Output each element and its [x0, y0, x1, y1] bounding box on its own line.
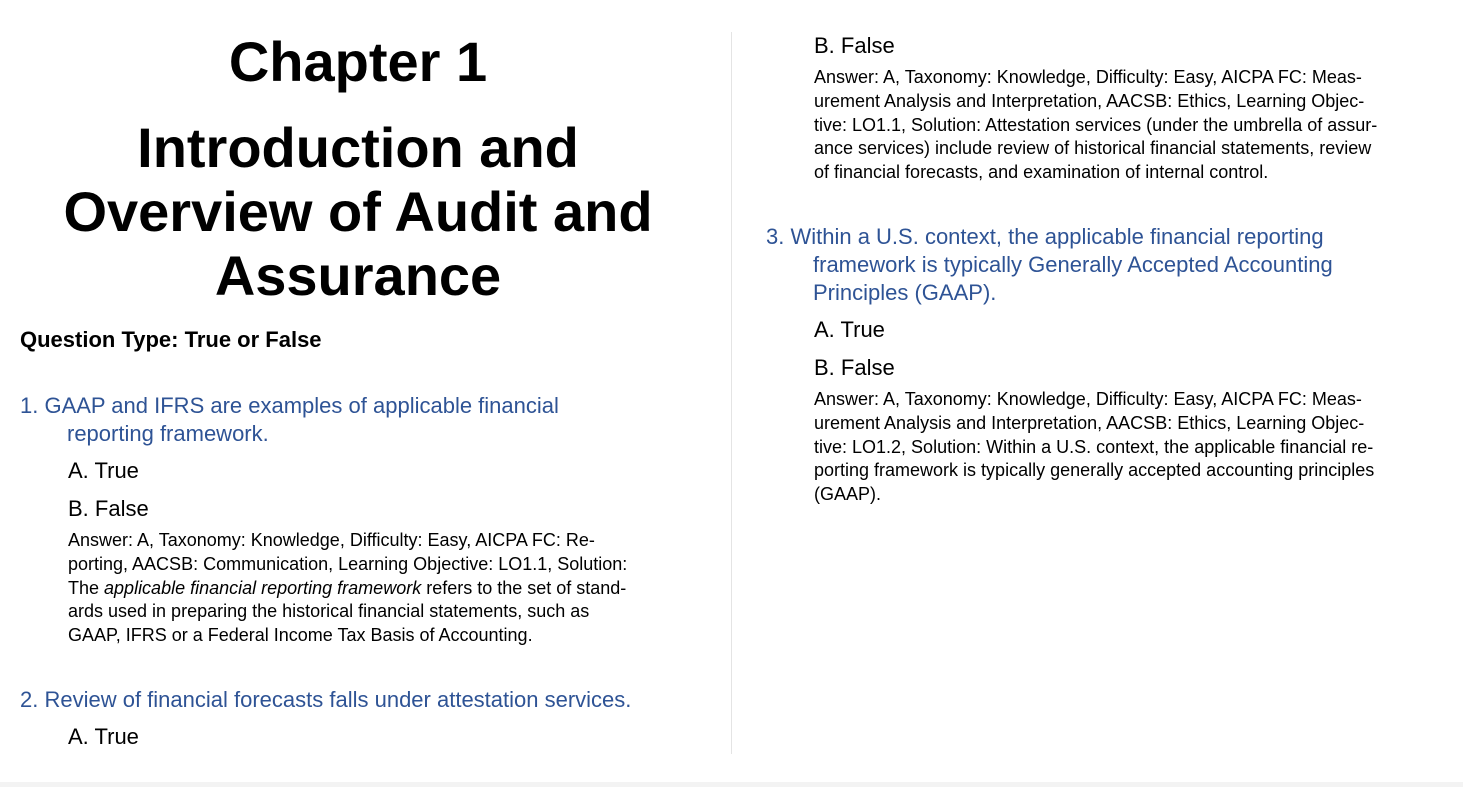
question-1-answer: [20, 529, 698, 648]
question-2-answer: [766, 66, 1444, 185]
question-stem-line: 3. Within a U.S. context, the applicable financial reporting: [766, 223, 1324, 249]
answer-line: tive: LO1.1, Solution: Attestation services (under the umbrella of assur-: [814, 114, 1378, 135]
question-2-option-a: A. True: [68, 723, 139, 749]
question-2-continued: [766, 32, 1446, 185]
answer-italic-term: applicable financial reporting framework: [104, 577, 422, 598]
question-stem-line: framework is typically Generally Accepted Accounting: [813, 251, 1333, 277]
answer-line: of financial forecasts, and examination of internal control.: [814, 162, 1269, 183]
question-1-option-a: A. True: [68, 458, 139, 483]
answer-line: GAAP, IFRS or a Federal Income Tax Basis of Accounting.: [68, 625, 533, 646]
question-3-stem: [766, 223, 1446, 307]
answer-line: ards used in preparing the historical financial statements, such as: [68, 601, 590, 622]
chapter-subtitle: [20, 116, 696, 308]
page-bottom-edge: [0, 782, 1463, 787]
question-2: [20, 686, 700, 751]
answer-line: Answer: A, Taxonomy: Knowledge, Difficulty: Easy, AICPA FC: Re-: [68, 530, 595, 550]
answer-text: refers to the set of stand-: [421, 577, 627, 598]
question-3-answer: [766, 388, 1444, 507]
chapter-subtitle-line: Assurance: [214, 244, 502, 307]
question-type-heading: Question Type: True or False: [20, 327, 322, 352]
answer-line: [68, 577, 698, 601]
answer-line: porting, AACSB: Communication, Learning Objective: LO1.1, Solution:: [68, 553, 628, 574]
question-2-option-b: B. False: [814, 33, 895, 58]
answer-line: tive: LO1.2, Solution: Within a U.S. context, the applicable financial re-: [814, 436, 1374, 457]
question-stem-line: Principles (GAAP).: [813, 279, 997, 305]
question-3-option-b: B. False: [814, 354, 895, 380]
question-3-option-a: A. True: [814, 316, 885, 342]
chapter-subtitle-line: Introduction and: [137, 116, 579, 179]
chapter-title: Chapter 1: [228, 30, 488, 93]
answer-line: Answer: A, Taxonomy: Knowledge, Difficulty: Easy, AICPA FC: Meas-: [814, 388, 1362, 409]
chapter-subtitle-line: Overview of Audit and: [63, 180, 653, 243]
answer-text: The: [68, 577, 105, 598]
answer-line: urement Analysis and Interpretation, AACSB: Ethics, Learning Objec-: [814, 412, 1365, 433]
answer-line: ance services) include review of historical financial statements, review: [814, 138, 1372, 159]
question-stem-line: reporting framework.: [67, 421, 269, 446]
question-1-option-b: B. False: [68, 496, 149, 521]
question-2-stem: 2. Review of financial forecasts falls under attestation services.: [20, 686, 632, 712]
answer-line: (GAAP).: [814, 484, 882, 505]
question-3: [766, 223, 1446, 507]
question-stem-line: 1. GAAP and IFRS are examples of applicable financial: [20, 393, 559, 418]
left-column: [20, 30, 700, 751]
answer-line: porting framework is typically generally accepted accounting principles: [814, 460, 1375, 481]
column-divider: [731, 32, 732, 754]
question-1: [20, 392, 700, 648]
answer-line: urement Analysis and Interpretation, AACSB: Ethics, Learning Objec-: [814, 90, 1365, 111]
right-column: [766, 32, 1446, 507]
question-1-stem: [20, 392, 700, 448]
answer-line: Answer: A, Taxonomy: Knowledge, Difficulty: Easy, AICPA FC: Meas-: [814, 67, 1362, 87]
